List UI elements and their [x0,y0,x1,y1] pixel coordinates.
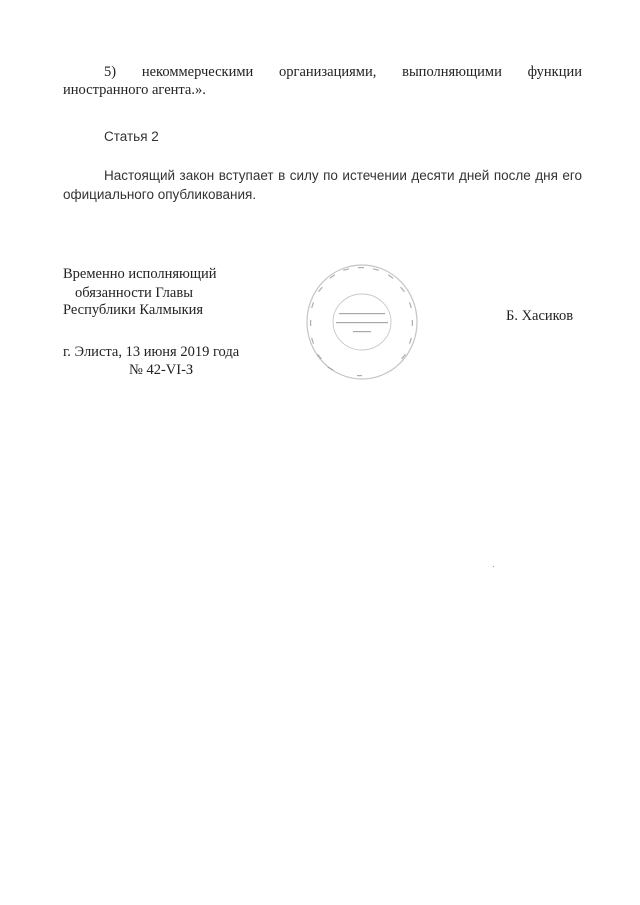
item-5-line-1: 5) некоммерческими организациями, выполняющими функции [104,64,582,80]
article-2-heading: Статья 2 [104,129,159,144]
official-seal-stamp [305,263,420,381]
article-2-text-line-1: Настоящий закон вступает в силу по истечении десяти дней после дня его [104,168,582,183]
signatory-title-line-3: Республики Калмыкия [63,302,204,318]
signatory-title-line-1: Временно исполняющий [63,266,217,282]
signer-name: Б. Хасиков [506,308,574,324]
signatory-title-line-2: обязанности Главы [75,285,193,301]
place-date: г. Элиста, 13 июня 2019 года [63,344,240,360]
scan-speck [493,566,494,567]
item-5-line-2: иностранного агента.». [63,82,206,98]
law-number: № 42-VI-З [129,362,194,378]
article-2-text-line-2: официального опубликования. [63,187,257,202]
